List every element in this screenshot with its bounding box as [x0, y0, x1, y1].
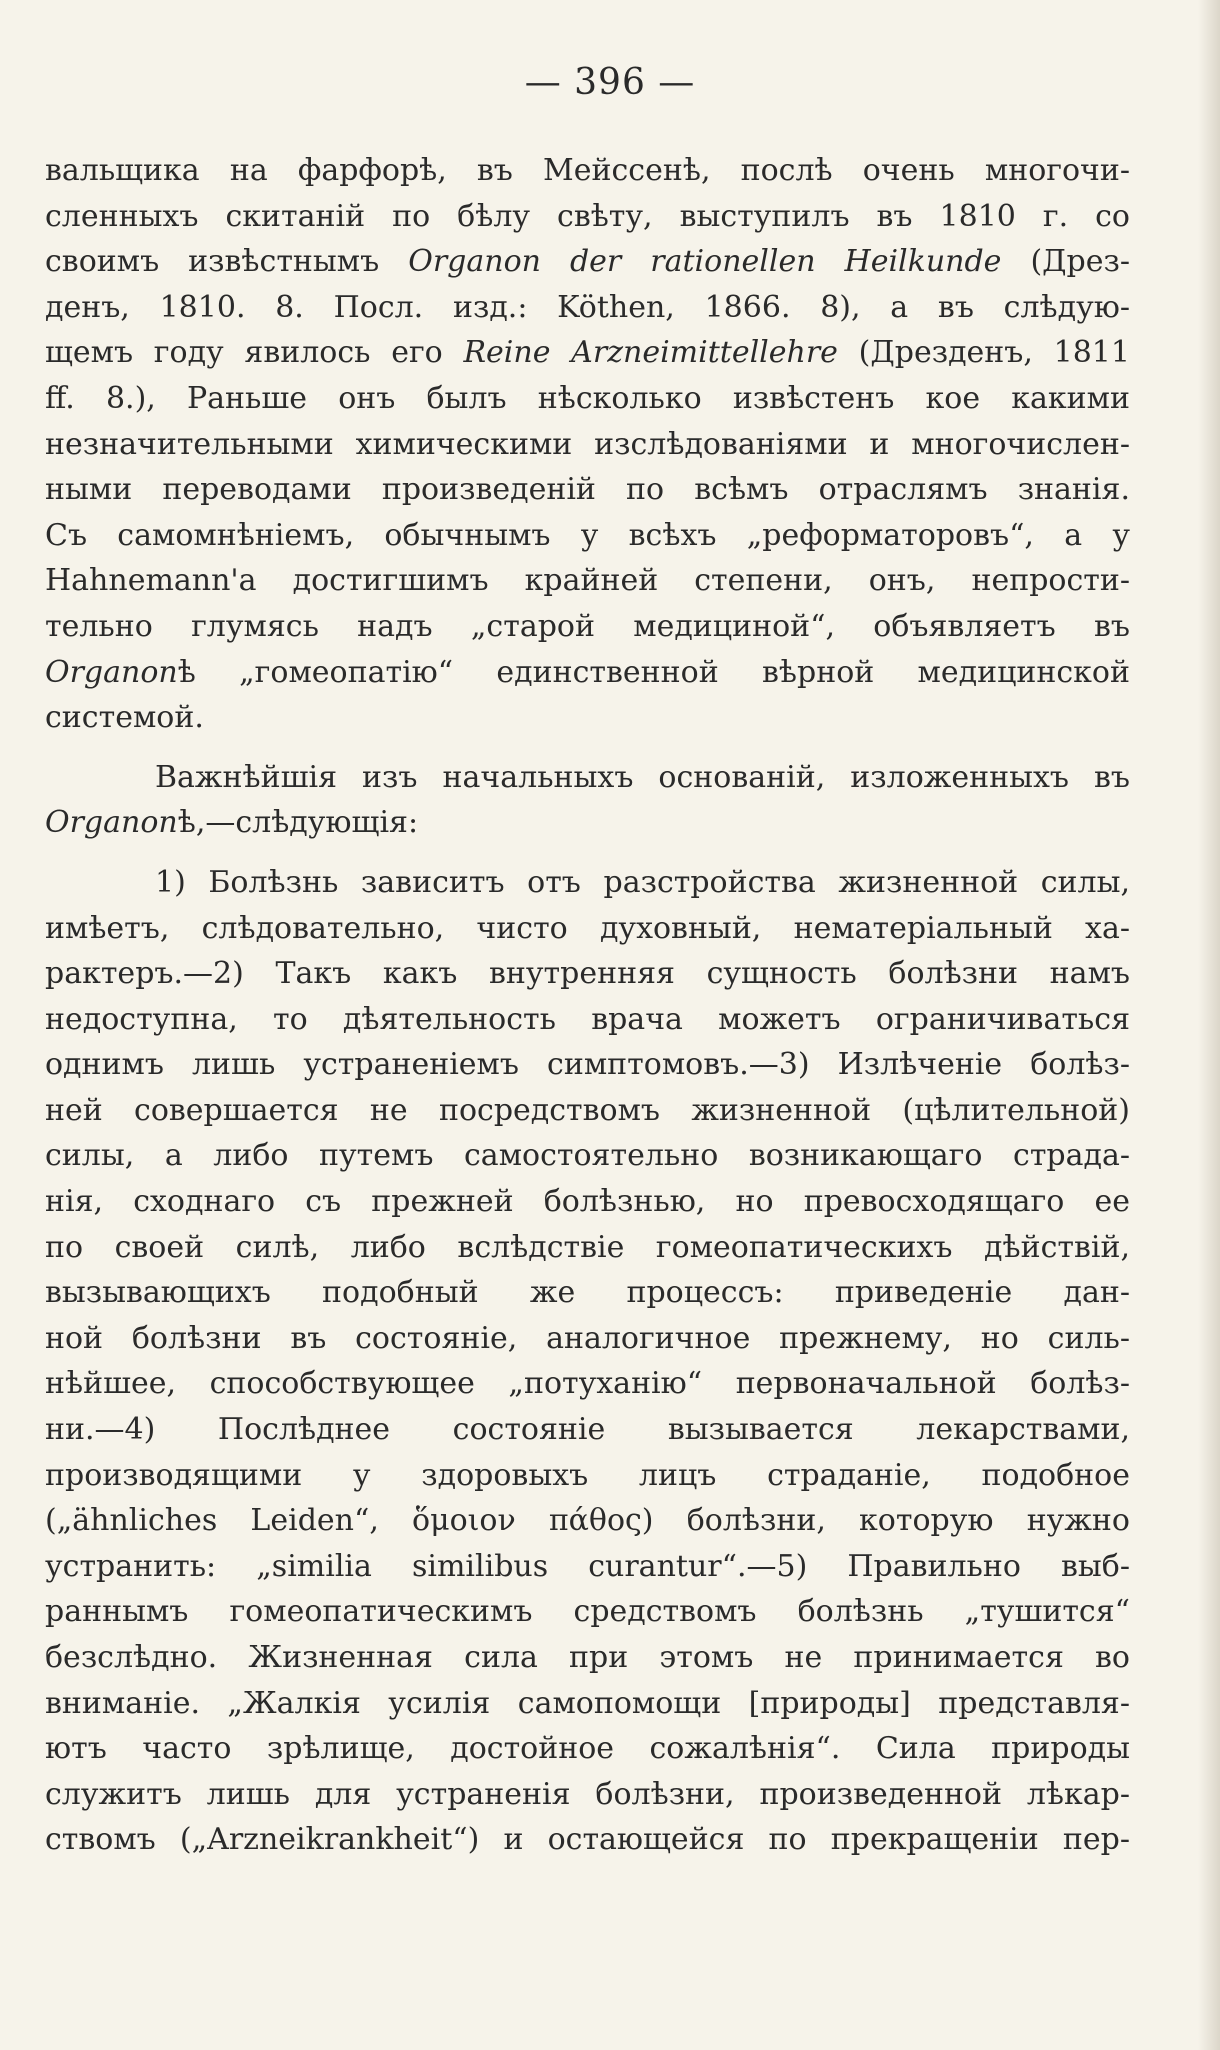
text-line: („ähnliches Leiden“, ὅμοιον πάθος) болѣзни, которую нужно — [45, 1503, 1130, 1539]
text-line: сленныхъ скитаній по бѣлу свѣту, выступилъ въ 1810 г. со — [45, 198, 1130, 234]
text-line: Organonѣ,—слѣдующія: — [45, 805, 419, 841]
text-line: служитъ лишь для устраненія болѣзни, произведенной лѣкар- — [45, 1776, 1130, 1812]
text-line: вальщика на фарфорѣ, въ Мейссенѣ, послѣ очень многочи- — [45, 153, 1130, 188]
paragraph-gap — [45, 741, 1130, 755]
paragraph-3 — [45, 860, 1130, 1863]
text-line: нія, сходнаго съ прежней болѣзнью, но превосходящаго ее — [45, 1184, 1130, 1220]
paragraph-2 — [45, 755, 1130, 846]
text-line: по своей силѣ, либо вслѣдствіе гомеопатическихъ дѣйствій, — [45, 1229, 1130, 1265]
text-line: щемъ году явилось его Reine Arzneimittellehre (Дрезденъ, 1811 — [45, 335, 1130, 371]
text-line: системой. — [45, 700, 204, 736]
text-line: незначительными химическими изслѣдованіями и многочислен- — [45, 426, 1130, 462]
text-line: производящими у здоровыхъ лицъ страданіе, подобное — [45, 1457, 1130, 1493]
text-line: Съ самомнѣніемъ, обычнымъ у всѣхъ „реформаторовъ“, а у — [45, 517, 1130, 553]
text-line: Hahnemann'a достигшимъ крайней степени, онъ, непрости- — [45, 563, 1130, 599]
text-line: 1) Болѣзнь зависитъ отъ разстройства жизненной силы, — [155, 864, 1130, 900]
text-line: безслѣдно. Жизненная сила при этомъ не принимается во — [45, 1640, 1130, 1675]
text-line: имѣетъ, слѣдовательно, чисто духовный, нематеріальный ха- — [45, 910, 1130, 946]
text-line: тельно глумясь надъ „старой медициной“, объявляетъ въ — [45, 608, 1130, 644]
text-line: ными переводами произведеній по всѣмъ отраслямъ знанія. — [45, 472, 1130, 508]
paragraph-1 — [45, 148, 1130, 741]
paragraph-gap — [45, 846, 1130, 860]
text-line: ни.—4) Послѣднее состояніе вызывается лекарствами, — [45, 1412, 1130, 1448]
text-line: устранить: „similia similibus curantur“.—5) Правильно выб- — [45, 1548, 1130, 1584]
text-line: раннымъ гомеопатическимъ средствомъ болѣзнь „тушится“ — [45, 1594, 1130, 1630]
text-line: рактеръ.—2) Такъ какъ внутренняя сущность болѣзни намъ — [45, 956, 1130, 992]
text-line: ствомъ („Arzneikrankheit“) и остающейся по прекращеніи пер- — [45, 1822, 1130, 1858]
text-line: однимъ лишь устраненіемъ симптомовъ.—3) Излѣченіе болѣз- — [45, 1047, 1130, 1083]
text-line: силы, а либо путемъ самостоятельно возникающаго страда- — [45, 1138, 1130, 1174]
text-line: вниманіе. „Жалкія усилія самопомощи [природы] представля- — [45, 1685, 1130, 1721]
text-line: своимъ извѣстнымъ Organon der rationellen Heilkunde (Дрез- — [45, 244, 1130, 280]
page-body — [45, 148, 1130, 1863]
text-line: ней совершается не посредствомъ жизненной (цѣлительной) — [45, 1092, 1130, 1128]
page-edge-shadow — [1198, 0, 1220, 2050]
text-line: ютъ часто зрѣлище, достойное сожалѣнія“. Сила природы — [45, 1731, 1130, 1767]
text-line: денъ, 1810. 8. Посл. изд.: Köthen, 1866. 8), а въ слѣдую- — [45, 289, 1130, 325]
text-line: ff. 8.), Раньше онъ былъ нѣсколько извѣстенъ кое какими — [45, 380, 1130, 416]
text-line: недоступна, то дѣятельность врача можетъ ограничиваться — [45, 1001, 1130, 1037]
text-line: вызывающихъ подобный же процессъ: приведеніе дан- — [45, 1275, 1130, 1311]
text-line: нѣйшее, способствующее „потуханію“ первоначальной болѣз- — [45, 1366, 1130, 1402]
page-number-header: — 396 — — [524, 62, 696, 103]
text-line: ной болѣзни въ состояніе, аналогичное прежнему, но силь- — [45, 1320, 1130, 1356]
text-line: Важнѣйшія изъ начальныхъ основаній, изложенныхъ въ — [155, 759, 1130, 795]
text-line: Organonѣ „гомеопатію“ единственной вѣрной медицинской — [45, 654, 1130, 690]
